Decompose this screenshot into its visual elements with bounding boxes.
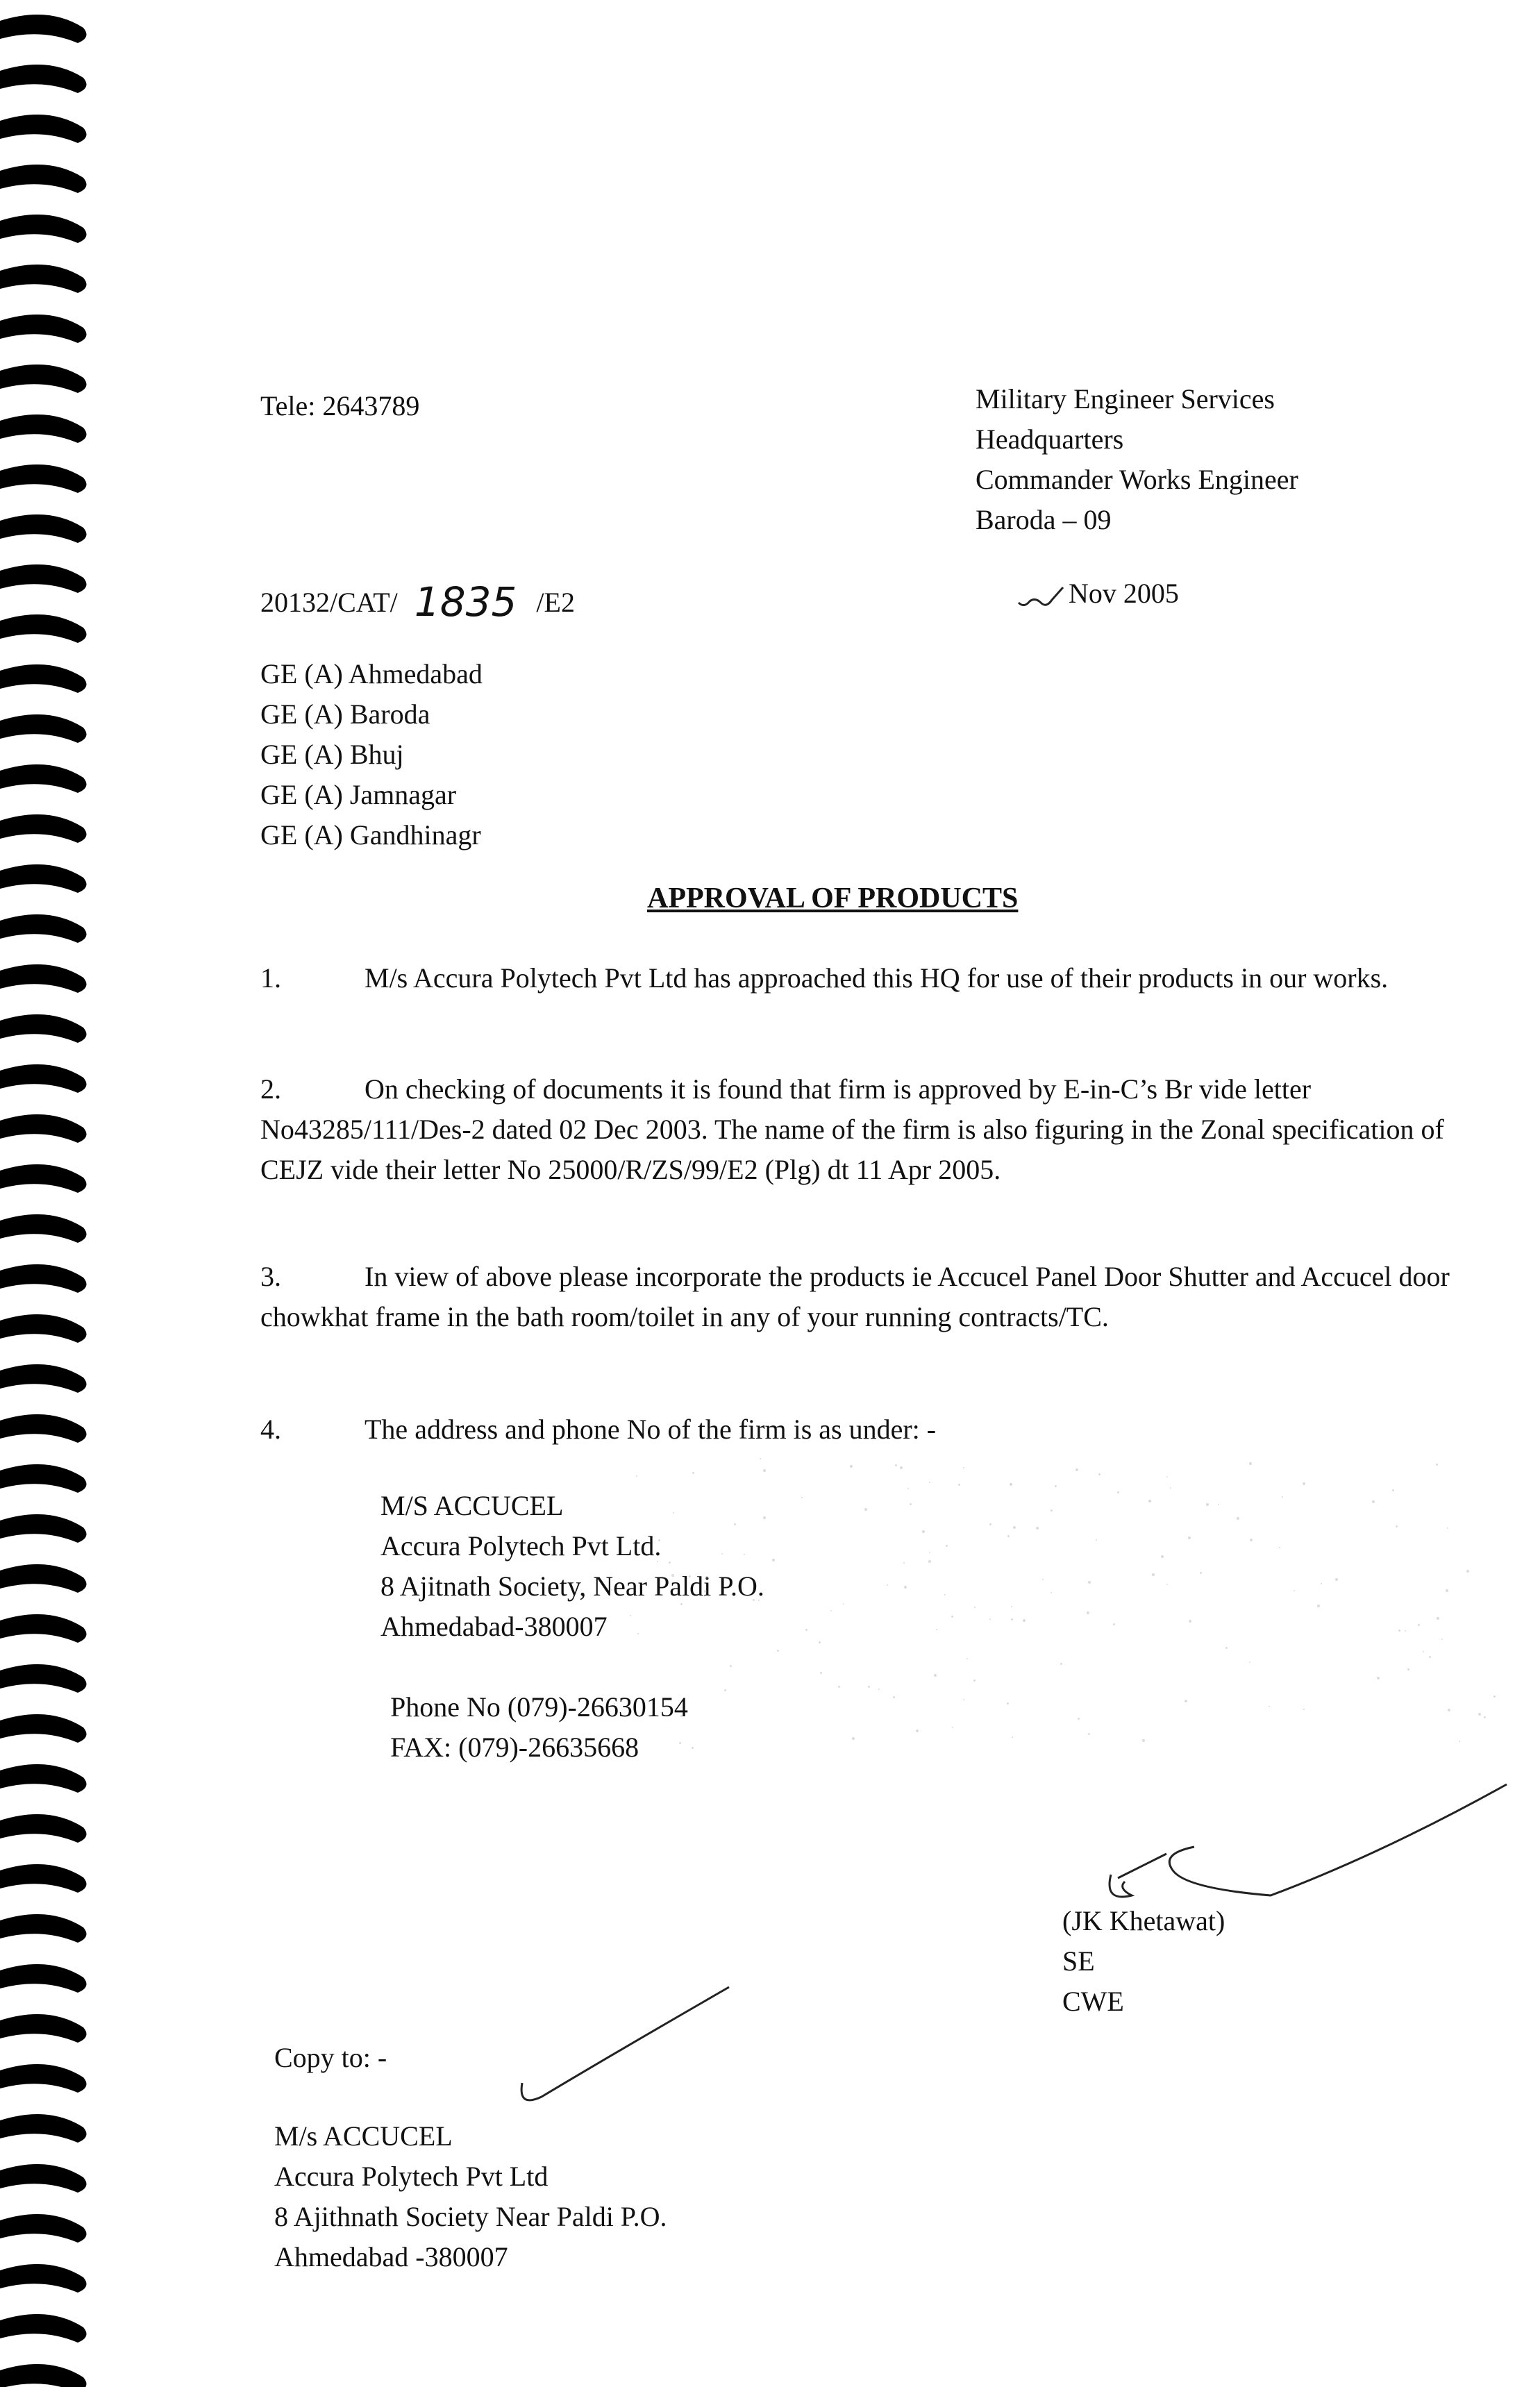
binding-loop: [0, 2314, 87, 2343]
speckle: [989, 1523, 991, 1525]
copy-address-line: M/s ACCUCEL: [274, 2120, 453, 2152]
copy-to-label: Copy to: -: [274, 2042, 387, 2073]
org-line: Commander Works Engineer: [976, 464, 1298, 495]
paragraph-number: 1.: [260, 962, 281, 994]
binding-loop: [0, 414, 87, 443]
binding-loop: [0, 1614, 87, 1643]
copy-to-address: [274, 2116, 667, 2277]
letterhead-organisation: [976, 379, 1298, 540]
speckle: [910, 1503, 912, 1505]
speckle: [1166, 1584, 1168, 1585]
copy-address-line: Ahmedabad -380007: [274, 2241, 508, 2272]
binding-loop: [0, 1314, 87, 1343]
binding-loop: [0, 1564, 87, 1593]
paragraph-text: M/s Accura Polytech Pvt Ltd has approached this HQ for use of their products in our works.: [365, 962, 1389, 994]
binding-loop: [0, 514, 87, 543]
binding-loop: [0, 115, 87, 143]
speckle: [878, 1689, 880, 1690]
speckle: [1088, 1581, 1091, 1584]
speckle: [893, 1696, 895, 1698]
speckle: [805, 1629, 807, 1631]
speckle: [730, 1665, 732, 1667]
speckle: [1407, 1668, 1409, 1670]
speckle: [1249, 1462, 1252, 1465]
binding-loop: [0, 1814, 87, 1843]
speckle: [1117, 1491, 1119, 1493]
speckle: [1405, 1630, 1406, 1632]
speckle: [724, 1689, 726, 1691]
speckle: [974, 1607, 976, 1608]
binding-loop: [0, 814, 87, 843]
speckle: [1023, 1619, 1026, 1622]
reference-prefix: 20132/CAT/: [260, 587, 398, 618]
speckle: [1225, 1647, 1228, 1649]
speckle: [753, 1599, 755, 1601]
letter-date: [1017, 573, 1179, 614]
speckle: [1335, 1578, 1338, 1581]
speckle: [1396, 1525, 1398, 1527]
paragraph-text: On checking of documents it is found that firm is approved by E-in-C’s Br vide letter No43285/111/Des-2 dated 02 Dec 2003. The name of the firm is also figuring in the Zonal specification of CEJZ vide their letter No 25000/R/ZS/99/E2 (Plg) dt 11 Apr 2005.: [260, 1073, 1444, 1185]
speckle: [868, 1686, 870, 1688]
binding-loop: [0, 764, 87, 793]
speckle: [1098, 1473, 1100, 1475]
paragraph-2: [260, 1069, 1455, 1190]
speckle: [1218, 1504, 1219, 1505]
addressee: GE (A) Baroda: [260, 698, 430, 730]
address-line: Ahmedabad-380007: [380, 1611, 608, 1642]
speckle: [1269, 1706, 1270, 1707]
signatory-block: [1062, 1901, 1225, 2022]
binding-loop: [0, 1464, 87, 1493]
speckle: [1250, 1539, 1253, 1541]
speckle: [900, 1466, 903, 1469]
speckle: [1466, 1570, 1469, 1573]
speckle: [1060, 1663, 1062, 1665]
speckle: [1303, 1709, 1305, 1710]
date-text: Nov 2005: [1069, 578, 1179, 609]
speckle: [903, 1562, 905, 1564]
speckle: [850, 1465, 853, 1468]
speckle: [1282, 1496, 1283, 1498]
speckle: [721, 1553, 723, 1555]
speckle: [758, 1600, 760, 1601]
reference-number: [260, 578, 575, 626]
binding-loop: [0, 1114, 87, 1143]
speckle: [1372, 1500, 1375, 1503]
fax-number: FAX: (079)-26635668: [390, 1732, 639, 1763]
speckle: [1321, 1583, 1322, 1584]
firm-address: [380, 1486, 764, 1647]
speckle: [1185, 1700, 1187, 1702]
speckle: [1237, 1517, 1239, 1520]
speckle: [929, 1552, 930, 1553]
speckle: [838, 1686, 840, 1688]
addressee: GE (A) Jamnagar: [260, 779, 457, 810]
binding-loop: [0, 215, 87, 243]
binding-loop: [0, 2114, 87, 2143]
speckle: [1087, 1611, 1089, 1614]
paragraph-4: [260, 1409, 1455, 1450]
binding-loop: [0, 1064, 87, 1093]
speckle: [692, 1472, 694, 1474]
speckle: [934, 1674, 937, 1677]
speckle: [734, 1523, 736, 1525]
paragraph-number: 3.: [260, 1261, 281, 1292]
binding-loop: [0, 65, 87, 93]
paragraph-1: [260, 958, 1455, 998]
binding-loop: [0, 1164, 87, 1193]
speckle: [952, 1727, 953, 1728]
speckle: [1423, 1651, 1424, 1652]
binding-loop: [0, 265, 87, 293]
speckle: [928, 1560, 931, 1563]
speckle: [973, 1680, 976, 1682]
binding-loop: [0, 1664, 87, 1693]
speckle: [679, 1742, 681, 1744]
org-line: Military Engineer Services: [976, 383, 1275, 414]
speckle: [1007, 1535, 1010, 1537]
speckle: [1113, 1623, 1115, 1625]
binding-loop: [0, 1714, 87, 1743]
speckle: [1446, 1589, 1448, 1592]
speckle: [1459, 1741, 1460, 1742]
binding-loop: [0, 2014, 87, 2043]
speckle: [1377, 1677, 1380, 1680]
speckle: [1152, 1573, 1155, 1576]
speckle: [843, 1603, 844, 1605]
speckle: [671, 1574, 674, 1577]
speckle: [1447, 1527, 1448, 1529]
speckle: [1007, 1702, 1009, 1705]
speckle: [1279, 1547, 1280, 1548]
speckle: [1317, 1605, 1320, 1607]
speckle: [1148, 1500, 1151, 1502]
speckle: [763, 1516, 766, 1519]
signatory-office: CWE: [1062, 1986, 1124, 2017]
speckle: [916, 1729, 919, 1732]
binding-loop: [0, 714, 87, 743]
binding-loop: [0, 2264, 87, 2293]
speckle: [963, 1467, 964, 1468]
org-line: Baroda – 09: [976, 504, 1112, 535]
paragraph-number: 4.: [260, 1414, 281, 1445]
speckle: [1441, 1639, 1443, 1640]
phone-number: Phone No (079)-26630154: [390, 1691, 688, 1723]
speckle: [989, 1618, 991, 1620]
speckle: [1013, 1526, 1016, 1529]
addressee: GE (A) Ahmedabad: [260, 658, 483, 689]
reference-suffix: /E2: [536, 587, 575, 618]
paragraph-text: The address and phone No of the firm is as under: -: [365, 1414, 937, 1445]
binding-loop: [0, 1214, 87, 1243]
speckle: [636, 1475, 637, 1477]
speckle: [801, 1497, 803, 1498]
speckle: [1142, 1739, 1145, 1742]
speckle: [1398, 1630, 1400, 1632]
speckle: [1088, 1733, 1090, 1735]
speckle: [864, 1508, 867, 1511]
firm-contact: [390, 1687, 688, 1768]
speckle: [1166, 1476, 1168, 1477]
speckle: [1010, 1483, 1012, 1486]
speckle: [1484, 1716, 1486, 1718]
speckle: [1436, 1464, 1438, 1466]
speckle: [1200, 1572, 1202, 1574]
speckle: [922, 1530, 925, 1533]
binding-loop: [0, 614, 87, 643]
date-scribble-icon: [1017, 582, 1066, 610]
speckle: [760, 1458, 761, 1459]
speckle: [1055, 1485, 1057, 1487]
telephone-number: Tele: 2643789: [260, 390, 420, 421]
copy-address-line: Accura Polytech Pvt Ltd: [274, 2161, 549, 2192]
binding-loop: [0, 1964, 87, 1993]
address-line: Accura Polytech Pvt Ltd.: [380, 1530, 662, 1561]
speckle: [1051, 1592, 1052, 1593]
subject-heading: APPROVAL OF PRODUCTS: [647, 882, 1019, 914]
handwritten-reference: 1835: [414, 578, 517, 626]
binding-loop: [0, 15, 87, 43]
speckle: [958, 1484, 960, 1486]
binding-loop: [0, 864, 87, 893]
binding-loop: [0, 165, 87, 193]
speckle: [1011, 1618, 1013, 1620]
speckle: [1042, 1579, 1044, 1580]
speckle: [904, 1586, 907, 1589]
speckle: [1170, 1487, 1171, 1489]
speckle: [1249, 1661, 1250, 1663]
address-line: 8 Ajitnath Society, Near Paldi P.O.: [380, 1571, 764, 1602]
speckle: [963, 1699, 964, 1700]
speckle: [1012, 1736, 1013, 1738]
binding-loop: [0, 1914, 87, 1943]
paragraph-text: In view of above please incorporate the products ie Accucel Panel Door Shutter and Accucel door chowkhat frame in the bath room/toilet in any of your running contracts/TC.: [260, 1261, 1450, 1332]
speckle: [830, 1610, 832, 1611]
speckle: [1429, 1656, 1431, 1658]
addressee: GE (A) Gandhinagr: [260, 819, 481, 851]
org-line: Headquarters: [976, 424, 1124, 455]
paragraph-number: 2.: [260, 1073, 281, 1105]
speckle: [1206, 1503, 1209, 1506]
signatory-designation: SE: [1062, 1945, 1095, 1977]
speckle: [772, 1559, 775, 1561]
speckle: [951, 1616, 953, 1618]
speckle: [1448, 1709, 1450, 1711]
speckle: [907, 1488, 909, 1489]
binding-loop: [0, 315, 87, 343]
speckle: [946, 1545, 948, 1547]
addressee-list: [260, 654, 483, 855]
speckle: [895, 1464, 897, 1466]
spiral-binding: [0, 0, 104, 2387]
binding-loop: [0, 664, 87, 693]
copy-address-line: 8 Ajithnath Society Near Paldi P.O.: [274, 2201, 667, 2232]
binding-loop: [0, 1764, 87, 1793]
speckle: [1392, 1489, 1394, 1491]
addressee: GE (A) Bhuj: [260, 739, 404, 770]
binding-loop: [0, 2164, 87, 2193]
speckle: [763, 1469, 766, 1472]
speckle: [1418, 1624, 1420, 1626]
binding-loop: [0, 365, 87, 393]
binding-loop: [0, 564, 87, 593]
binding-loop: [0, 2214, 87, 2243]
speckle: [887, 1584, 888, 1586]
speckle: [852, 1737, 855, 1740]
binding-loop: [0, 1414, 87, 1443]
binding-loop: [0, 1264, 87, 1293]
binding-loop: [0, 914, 87, 943]
speckle: [966, 1658, 968, 1659]
signature-mark-icon: [1090, 1750, 1521, 1916]
speckle: [1161, 1555, 1164, 1558]
binding-loop: [0, 964, 87, 993]
speckle: [819, 1641, 821, 1643]
binding-loop: [0, 1364, 87, 1393]
speckle: [1188, 1536, 1191, 1539]
speckle: [1011, 1606, 1012, 1607]
binding-loop: [0, 1864, 87, 1893]
speckle: [1493, 1695, 1496, 1698]
speckle: [1036, 1527, 1039, 1530]
speckle: [1078, 1718, 1080, 1720]
speckle: [692, 1747, 694, 1749]
speckle: [1051, 1509, 1053, 1511]
speckle: [777, 1650, 779, 1652]
binding-loop: [0, 464, 87, 493]
binding-loop: [0, 1514, 87, 1543]
binding-loop: [0, 1014, 87, 1043]
signatory-name: (JK Khetawat): [1062, 1905, 1225, 1936]
speckle: [936, 1629, 937, 1630]
speckle: [929, 1482, 930, 1483]
paragraph-3: [260, 1257, 1455, 1337]
binding-loop: [0, 2064, 87, 2093]
speckle: [1437, 1617, 1439, 1620]
speckle: [1303, 1482, 1305, 1485]
speckle: [1189, 1620, 1191, 1623]
speckle: [1096, 1539, 1097, 1541]
speckle: [820, 1672, 822, 1674]
binding-loop: [0, 2364, 87, 2387]
tick-mark-icon: [514, 1979, 736, 2131]
speckle: [1294, 1590, 1295, 1591]
address-line: M/S ACCUCEL: [380, 1490, 564, 1521]
speckle: [944, 1594, 946, 1595]
speckle: [1076, 1468, 1078, 1471]
speckle: [1478, 1713, 1481, 1716]
